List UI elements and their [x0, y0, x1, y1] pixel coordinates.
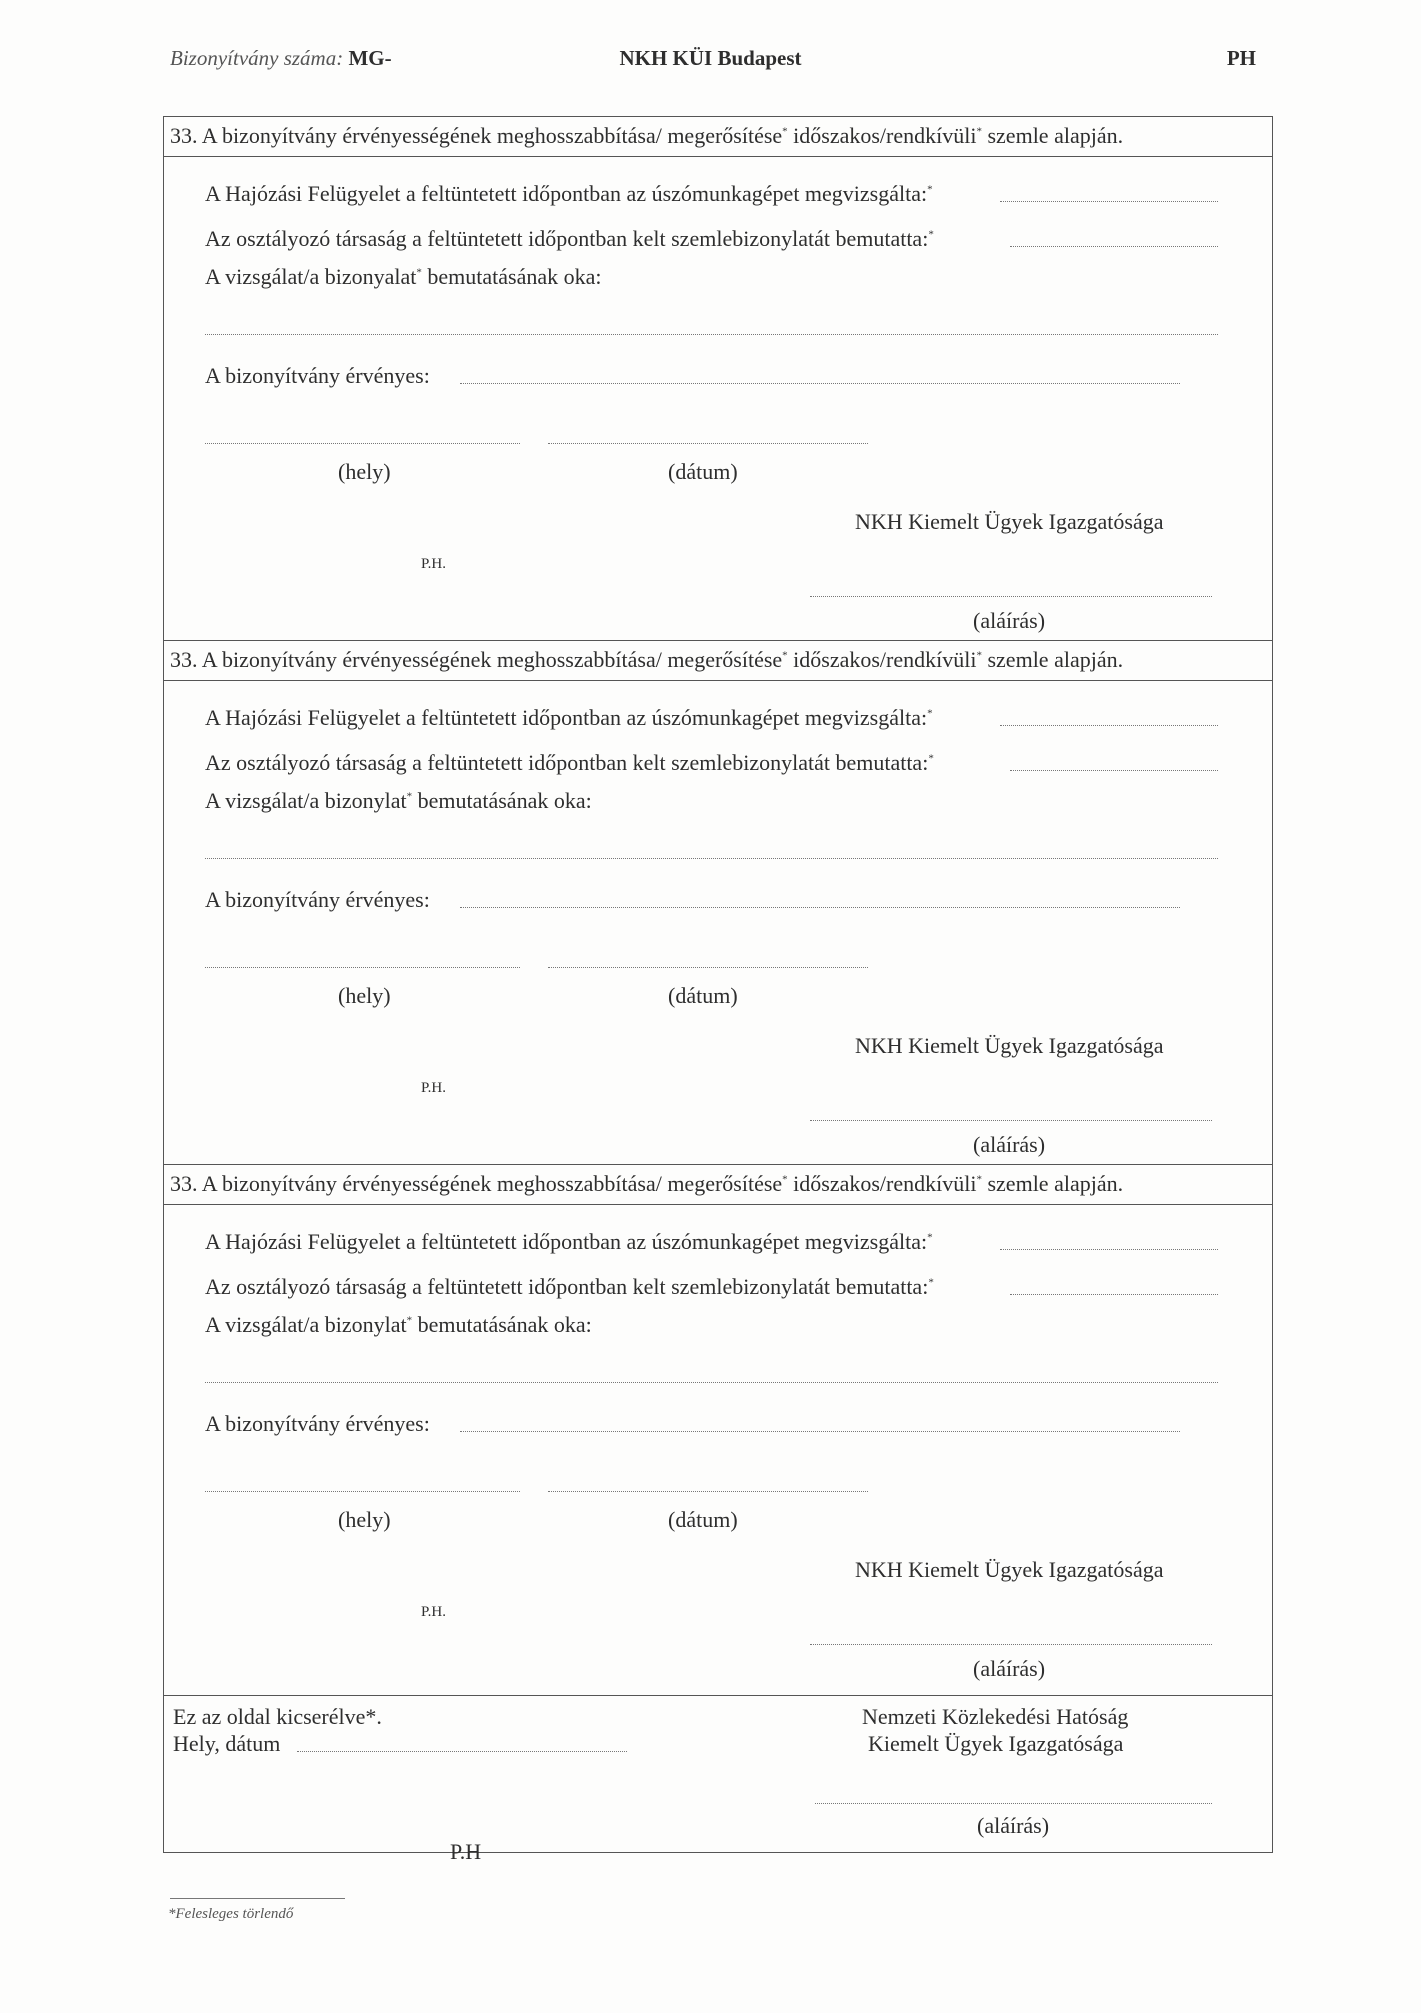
classification-line: Az osztályozó társaság a feltüntetett időpontban kelt szemlebizonylatát bemutatta:* [205, 750, 934, 775]
office-label: NKH Kiemelt Ügyek Igazgatósága [855, 1557, 1164, 1582]
place-date-label: Hely, dátum [173, 1731, 281, 1756]
classification-field[interactable] [1010, 246, 1218, 247]
footnote: *Felesleges törlendő [168, 1906, 294, 1922]
reason-label: A vizsgálat/a bizonylat* bemutatásának oka: [205, 788, 592, 813]
section-divider [163, 640, 1273, 641]
valid-until-label: A bizonyítvány érvényes: [205, 363, 430, 388]
section-title: 33. A bizonyítvány érvényességének meghosszabbítása/ megerősítése* időszakos/rendkívüli* szemle alapján. [170, 123, 1124, 148]
inspected-field[interactable] [1000, 725, 1218, 726]
office-label: NKH Kiemelt Ügyek Igazgatósága [855, 1033, 1164, 1058]
certificate-number: MG- [348, 46, 392, 70]
section-title: 33. A bizonyítvány érvényességének meghosszabbítása/ megerősítése* időszakos/rendkívüli* szemle alapján. [170, 647, 1124, 672]
inspected-line: A Hajózási Felügyelet a feltüntetett időpontban az úszómunkagépet megvizsgálta:* [205, 181, 933, 206]
valid-until-label: A bizonyítvány érvényes: [205, 1411, 430, 1436]
valid-until-field[interactable] [460, 907, 1180, 908]
footer-box-divider [163, 1695, 1273, 1696]
signature-field[interactable] [810, 596, 1212, 597]
date-field[interactable] [548, 1491, 868, 1492]
inspected-line: A Hajózási Felügyelet a feltüntetett időpontban az úszómunkagépet megvizsgálta:* [205, 705, 933, 730]
ph-mark: PH [1226, 46, 1256, 70]
reason-field[interactable] [205, 1382, 1218, 1383]
signature-label: (aláírás) [973, 1132, 1046, 1157]
place-field[interactable] [205, 443, 520, 444]
date-label: (dátum) [668, 1507, 738, 1532]
section-title-rule [163, 156, 1273, 157]
date-label: (dátum) [668, 983, 738, 1008]
classification-line: Az osztályozó társaság a feltüntetett időpontban kelt szemlebizonylatát bemutatta:* [205, 226, 934, 251]
stamp-label: P.H. [421, 1080, 447, 1096]
place-label: (hely) [338, 983, 391, 1008]
section-title-rule [163, 680, 1273, 681]
page-replaced-text: Ez az oldal kicserélve*. [173, 1704, 382, 1729]
valid-until-field[interactable] [460, 1431, 1180, 1432]
signature-label: (aláírás) [973, 608, 1046, 633]
date-field[interactable] [548, 967, 868, 968]
reason-field[interactable] [205, 334, 1218, 335]
place-date-field[interactable] [297, 1751, 627, 1752]
authority-heading: NKH KÜI Budapest [619, 46, 802, 70]
reason-field[interactable] [205, 858, 1218, 859]
footnote-rule [170, 1898, 345, 1899]
stamp-label: P.H. [421, 556, 447, 572]
signature-label: (aláírás) [973, 1656, 1046, 1681]
section-title: 33. A bizonyítvány érvényességének meghosszabbítása/ megerősítése* időszakos/rendkívüli* szemle alapján. [170, 1171, 1124, 1196]
authority-line2: Kiemelt Ügyek Igazgatósága [868, 1731, 1124, 1756]
signature-field[interactable] [810, 1644, 1212, 1645]
signature-field[interactable] [810, 1120, 1212, 1121]
place-field[interactable] [205, 967, 520, 968]
footer-stamp-label: P.H [450, 1839, 482, 1864]
classification-field[interactable] [1010, 1294, 1218, 1295]
place-label: (hely) [338, 1507, 391, 1532]
stamp-label: P.H. [421, 1604, 447, 1620]
office-label: NKH Kiemelt Ügyek Igazgatósága [855, 509, 1164, 534]
valid-until-label: A bizonyítvány érvényes: [205, 887, 430, 912]
footer-signature-label: (aláírás) [977, 1813, 1050, 1838]
inspected-field[interactable] [1000, 1249, 1218, 1250]
certificate-number-label: Bizonyítvány száma: MG- [170, 46, 392, 70]
section-title-rule [163, 1204, 1273, 1205]
inspected-line: A Hajózási Felügyelet a feltüntetett időpontban az úszómunkagépet megvizsgálta:* [205, 1229, 933, 1254]
inspected-field[interactable] [1000, 201, 1218, 202]
reason-label: A vizsgálat/a bizonylat* bemutatásának oka: [205, 1312, 592, 1337]
footer-signature-field[interactable] [815, 1803, 1212, 1804]
valid-until-field[interactable] [460, 383, 1180, 384]
section-divider [163, 1164, 1273, 1165]
place-field[interactable] [205, 1491, 520, 1492]
classification-field[interactable] [1010, 770, 1218, 771]
classification-line: Az osztályozó társaság a feltüntetett időpontban kelt szemlebizonylatát bemutatta:* [205, 1274, 934, 1299]
reason-label: A vizsgálat/a bizonyalat* bemutatásának oka: [205, 264, 602, 289]
authority-line1: Nemzeti Közlekedési Hatóság [862, 1704, 1129, 1729]
place-label: (hely) [338, 459, 391, 484]
date-label: (dátum) [668, 459, 738, 484]
date-field[interactable] [548, 443, 868, 444]
